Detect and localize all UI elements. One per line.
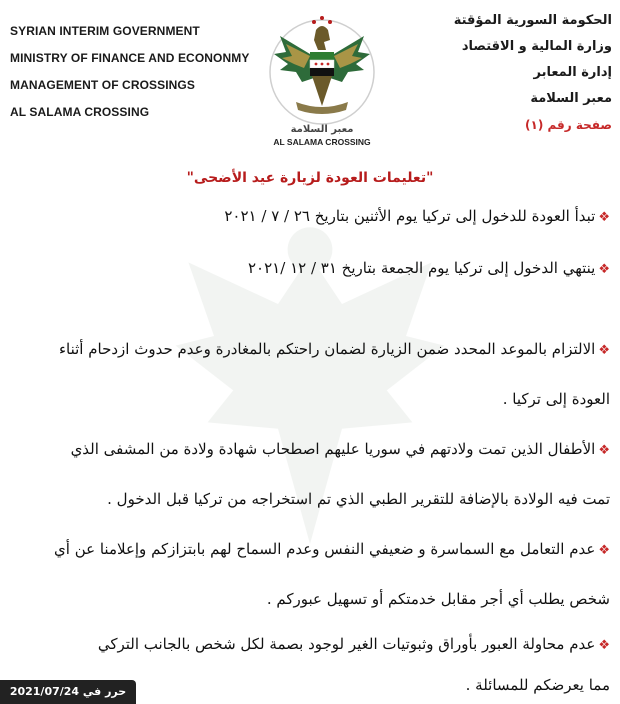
paragraph-1-line-1: ❖تبدأ العودة للدخول إلى تركيا يوم الأثنين بتاريخ ٢٦ / ٧ / ٢٠٢١ <box>224 207 610 225</box>
bullet-icon: ❖ <box>598 262 610 277</box>
header-en-line-1: SYRIAN INTERIM GOVERNMENT <box>10 24 200 38</box>
bullet-icon: ❖ <box>598 343 610 358</box>
paragraph-6-line-1: ❖عدم محاولة العبور بأوراق وثبوتيات الغير لوجود بصمة لكل شخص بالجانب التركي <box>97 635 610 653</box>
header-en-line-3: MANAGEMENT OF CROSSINGS <box>10 78 195 92</box>
paragraph-6-line-2: مما يعرضكم للمسائلة . <box>465 676 610 694</box>
logo-caption-english: AL SALAMA CROSSING <box>273 137 371 147</box>
header-ar-line-4: معبر السلامة <box>530 91 612 106</box>
paragraph-2-line-1: ❖ينتهي الدخول إلى تركيا يوم الجمعة بتاريخ ٣١ / ١٢ /٢٠٢١ <box>248 259 610 277</box>
bullet-icon: ❖ <box>598 638 610 653</box>
header-en-line-2: MINISTRY OF FINANCE AND ECONONMY <box>10 51 250 65</box>
page-number: صفحة رقم (١) <box>525 118 612 132</box>
issue-date-badge: حرر في 2021/07/24 <box>0 680 136 704</box>
logo-caption-arabic: معبر السلامة <box>290 124 354 135</box>
header-ar-line-1: الحكومة السورية المؤقتة <box>453 13 612 28</box>
paragraph-5-line-1: ❖عدم التعامل مع السماسرة و ضعيفي النفس وعدم السماح لهم بابتزازكم وإعلامنا عن أي <box>54 540 610 558</box>
bullet-icon: ❖ <box>598 543 610 558</box>
bullet-icon: ❖ <box>598 443 610 458</box>
paragraph-5-line-2: شخص يطلب أي أجر مقابل خدمتكم أو تسهيل عبوركم . <box>266 590 610 608</box>
paragraph-3-line-2: العودة إلى تركيا . <box>502 390 610 408</box>
document-title: "تعليمات العودة لزيارة عيد الأضحى" <box>186 170 434 186</box>
header-ar-line-2: وزارة المالية و الاقتصاد <box>461 39 612 54</box>
header-english <box>10 18 260 126</box>
paragraph-4-line-2: تمت فيه الولادة بالإضافة للتقرير الطبي الذي تم استخراجه من تركيا قبل الدخول . <box>107 490 610 508</box>
bullet-icon: ❖ <box>598 210 610 225</box>
header-en-line-4: AL SALAMA CROSSING <box>10 105 150 119</box>
paragraph-4-line-1: ❖الأطفال الذين تمت ولادتهم في سوريا عليهم اصطحاب شهادة ولادة من المشفى الذي <box>70 440 610 458</box>
paragraph-3-line-1: ❖الالتزام بالموعد المحدد ضمن الزيارة لضمان راحتكم بالمغادرة وعدم حدوث ازدحام أثناء <box>58 340 610 358</box>
header-arabic <box>392 8 612 138</box>
header-ar-line-3: إدارة المعابر <box>533 65 612 80</box>
